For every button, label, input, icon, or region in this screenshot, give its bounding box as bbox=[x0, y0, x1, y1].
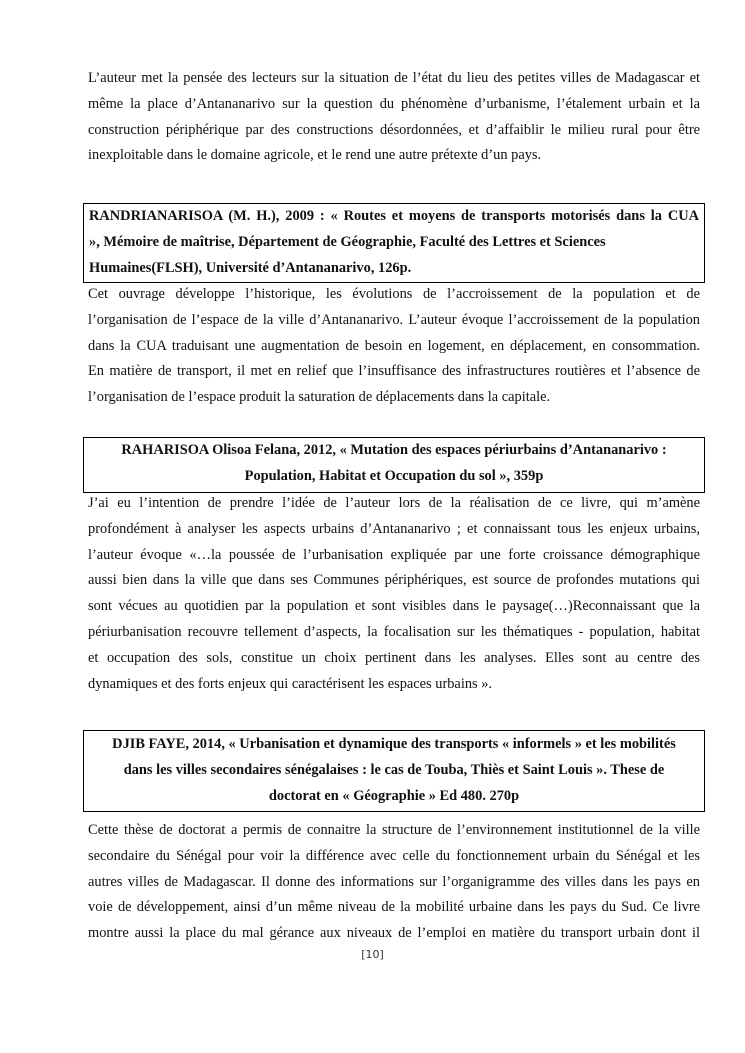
reference-box-3 bbox=[83, 730, 705, 812]
text-line: profondément à analyser les aspects urbains d’Antananarivo ; et connaissant tous les enjeux urbains, bbox=[88, 520, 700, 537]
text-line: inexploitable dans le domaine agricole, et le rend une autre prétexte d’un pays. bbox=[88, 147, 542, 164]
text-line: l’organisation de l’espace produit la saturation de déplacements dans la capitale. bbox=[88, 389, 551, 406]
reference-line: RAHARISOA Olisoa Felana, 2012, « Mutation des espaces périurbains d’Antananarivo : bbox=[121, 442, 667, 458]
text-line: voie de développement, ainsi d’un même niveau de la mobilité urbaine dans les pays du Sud. Ce livre bbox=[88, 899, 700, 916]
text-line: J’ai eu l’intention de prendre l’idée de l’auteur lors de la réalisation de ce livre, qui m’amène bbox=[88, 495, 700, 511]
page-number: [10] bbox=[361, 948, 384, 961]
reference-line: Humaines(FLSH), Université d’Antananarivo, 126p. bbox=[89, 259, 412, 276]
text-line: Cette thèse de doctorat a permis de connaitre la structure de l’environnement institutionnel de la ville bbox=[88, 822, 700, 838]
reference-line: DJIB FAYE, 2014, « Urbanisation et dynamique des transports « informels » et les mobilités bbox=[112, 736, 676, 752]
reference-line: Population, Habitat et Occupation du sol », 359p bbox=[244, 467, 544, 484]
paragraph-4 bbox=[88, 818, 700, 947]
reference-line: doctorat en « Géographie » Ed 480. 270p bbox=[268, 787, 520, 804]
text-line: même la place d’Antananarivo sur la question du phénomène d’urbanisme, l’étalement urbain et la bbox=[88, 95, 700, 112]
text-line: En matière de transport, il met en relief que l’insuffisance des infrastructures routières et l’absence de bbox=[88, 363, 700, 380]
text-line: dynamiques et des forts enjeux qui caractérisent les espaces urbains ». bbox=[88, 675, 492, 692]
text-line: secondaire du Sénégal pour voir la différence avec celle du fonctionnement urbain du Sénégal et les bbox=[88, 847, 700, 864]
reference-line: dans les villes secondaires sénégalaises : le cas de Touba, Thiès et Saint Louis ». These de bbox=[123, 761, 665, 778]
reference-line: », Mémoire de maîtrise, Département de Géographie, Faculté des Lettres et Sciences bbox=[89, 233, 606, 250]
text-line: autres villes de Madagascar. Il donne des informations sur l’organigramme des villes dans les pays en bbox=[88, 873, 700, 890]
text-line: construction périphérique par des constructions désordonnées, et d’affaiblir le milieu rural pour être bbox=[88, 121, 700, 138]
reference-line: RANDRIANARISOA (M. H.), 2009 : « Routes et moyens de transports motorisés dans la CUA bbox=[89, 208, 699, 224]
text-line: l’auteur évoque «…la poussée de l’urbanisation expliquée par une forte croissance démographique bbox=[88, 546, 700, 563]
text-line: aussi bien dans la ville que dans ses Communes périphériques, est source de profondes mutations qui bbox=[88, 572, 700, 589]
text-line: et occupation des sols, constitue un choix pertinent dans les analyses. Elles sont au centre des bbox=[88, 649, 700, 666]
paragraph-3 bbox=[88, 491, 700, 697]
reference-box-1 bbox=[83, 203, 705, 283]
text-line: montre aussi la place du mal gérance aux niveaux de l’emploi en matière du transport urbain dont il bbox=[88, 925, 700, 942]
paragraph-1 bbox=[88, 66, 700, 169]
text-line: L’auteur met la pensée des lecteurs sur la situation de l’état du lieu des petites villes de Madagascar et bbox=[88, 70, 700, 86]
reference-box-2 bbox=[83, 437, 705, 493]
text-line: dans la CUA traduisant une augmentation de besoin en logement, en déplacement, en consommation. bbox=[88, 337, 700, 354]
text-line: sont vécues au quotidien par la population et sont visibles dans le paysage(…)Reconnaissant que la bbox=[88, 598, 700, 615]
paragraph-2 bbox=[88, 282, 700, 411]
text-line: l’organisation de l’espace de la ville d’Antananarivo. L’auteur évoque l’accroissement de la population bbox=[88, 311, 700, 328]
text-line: périurbanisation recouvre tellement d’aspects, la focalisation sur les thématiques - population, habitat bbox=[88, 623, 700, 640]
text-line: Cet ouvrage développe l’historique, les évolutions de l’accroissement de la population et de bbox=[88, 286, 700, 302]
